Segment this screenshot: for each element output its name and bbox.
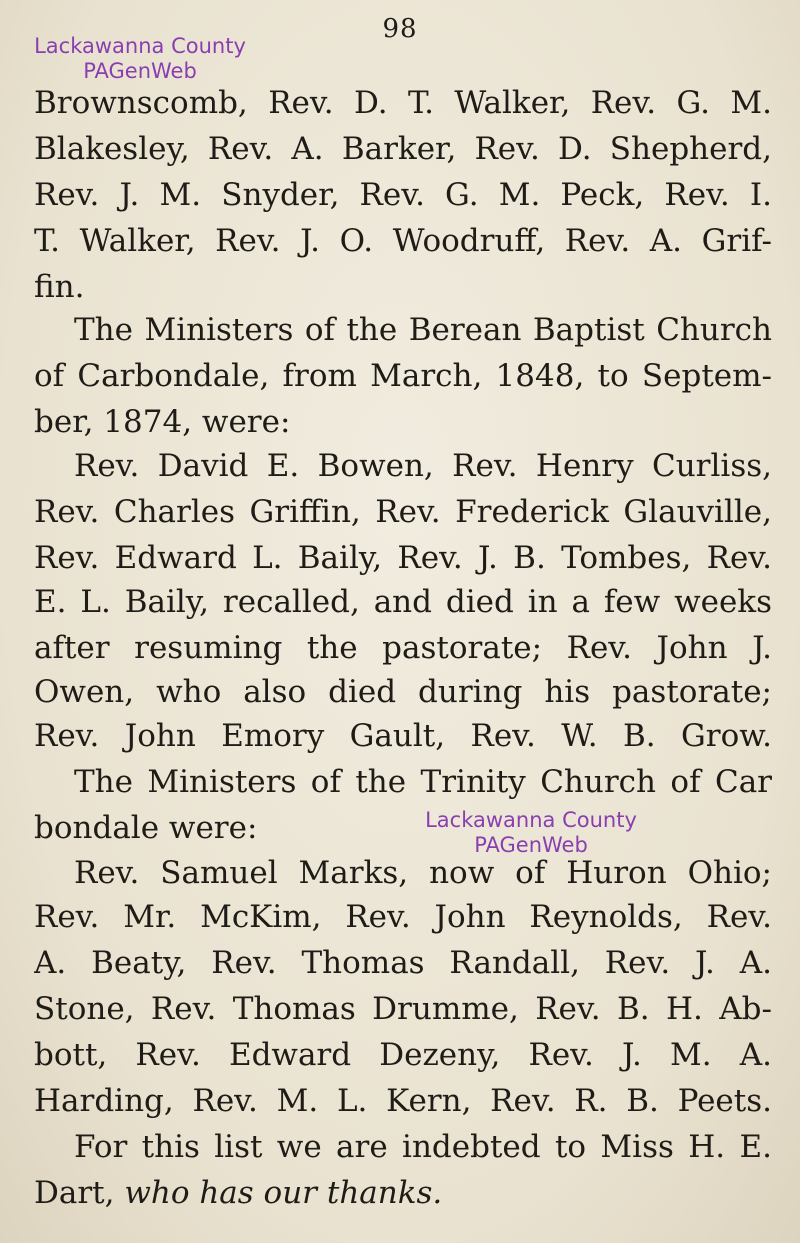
watermark-line1: Lackawanna County: [34, 34, 246, 58]
text-line: Rev. J. M. Snyder, Rev. G. M. Peck, Rev. I.: [34, 177, 772, 213]
watermark-line1: Lackawanna County: [425, 808, 637, 832]
text-plain: Dart,: [34, 1175, 125, 1211]
text-line: E. L. Baily, recalled, and died in a few weeks: [34, 584, 772, 620]
page-number: 98: [382, 14, 418, 44]
watermark-top: [10, 34, 270, 84]
text-line: of Carbondale, from March, 1848, to Septem-: [34, 358, 772, 394]
text-line-last: [34, 1170, 772, 1216]
text-line: bott, Rev. Edward Dezeny, Rev. J. M. A.: [34, 1037, 772, 1073]
text-line: Owen, who also died during his pastorate;: [34, 674, 772, 710]
text-line: Rev. Samuel Marks, now of Huron Ohio;: [74, 855, 772, 891]
text-line: A. Beaty, Rev. Thomas Randall, Rev. J. A.: [34, 945, 772, 981]
text-line: T. Walker, Rev. J. O. Woodruff, Rev. A. Grif-: [34, 223, 772, 259]
text-line: Blakesley, Rev. A. Barker, Rev. D. Shepherd,: [34, 131, 772, 167]
text-line: The Ministers of the Trinity Church of Car: [74, 764, 772, 800]
text-line: Rev. Charles Griffin, Rev. Frederick Glauville,: [34, 494, 772, 530]
watermark-line2: PAGenWeb: [83, 59, 197, 83]
text-line: The Ministers of the Berean Baptist Church: [74, 312, 772, 348]
text-line: Stone, Rev. Thomas Drumme, Rev. B. H. Ab-: [34, 991, 772, 1027]
text-line: For this list we are indebted to Miss H. E.: [74, 1129, 772, 1165]
text-line: Rev. John Emory Gault, Rev. W. B. Grow.: [34, 718, 772, 754]
text-line: fin.: [34, 269, 85, 305]
text-line: Rev. David E. Bowen, Rev. Henry Curliss,: [74, 448, 772, 484]
watermark-line2: PAGenWeb: [474, 833, 588, 857]
text-line: Rev. Mr. McKim, Rev. John Reynolds, Rev.: [34, 899, 772, 935]
text-line: after resuming the pastorate; Rev. John J.: [34, 630, 772, 666]
text-line: Rev. Edward L. Baily, Rev. J. B. Tombes, Rev.: [34, 540, 772, 576]
text-line: bondale were:: [34, 810, 258, 846]
text-italic: who has our thanks.: [124, 1175, 443, 1211]
watermark-middle: [396, 808, 666, 858]
text-line: ber, 1874, were:: [34, 404, 291, 440]
text-line: Harding, Rev. M. L. Kern, Rev. R. B. Peets.: [34, 1083, 772, 1119]
text-line: Brownscomb, Rev. D. T. Walker, Rev. G. M.: [34, 85, 772, 121]
